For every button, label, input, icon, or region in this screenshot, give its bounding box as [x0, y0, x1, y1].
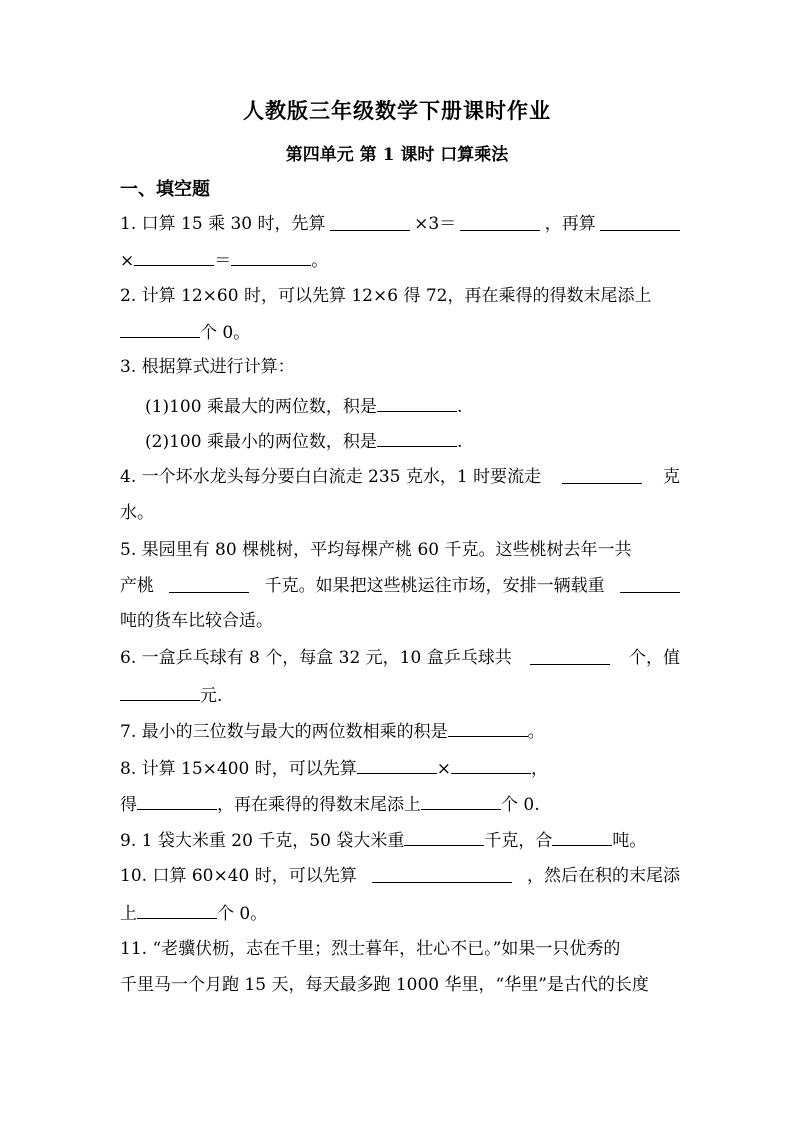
- question-4-line-1: [120, 465, 680, 489]
- q1-text-c: ，再算: [544, 214, 596, 234]
- q6-text-b: 个，值: [628, 648, 680, 668]
- q8-text-b: ×: [436, 759, 452, 779]
- q6-text-a: 6. 一盒乒乓球有 8 个，每盒 32 元，10 盒乒乓球共: [120, 648, 512, 668]
- q8-text-d: 得: [120, 795, 137, 815]
- question-1-line-2: [120, 247, 680, 273]
- question-8-line-2: [120, 791, 680, 817]
- q2-text-b: 个 0。: [200, 323, 251, 343]
- q10-text-a: 10. 口算 60×40 时，可以先算: [120, 866, 357, 886]
- q9-blank-2[interactable]: [552, 827, 612, 846]
- q3-sub2-text: (2)100 乘最小的两位数，积是: [145, 432, 377, 452]
- question-8-line-1: [120, 755, 680, 781]
- q1-text-f: 。: [311, 251, 329, 271]
- page-title: 人教版三年级数学下册课时作业: [243, 98, 551, 123]
- q3-blank-1[interactable]: [377, 393, 457, 412]
- q8-text-e: ，再在乘得的得数末尾添上: [217, 795, 421, 815]
- q3-blank-2[interactable]: [377, 428, 457, 447]
- question-1-line-1: [120, 212, 680, 236]
- q2-blank[interactable]: [120, 319, 200, 338]
- q8-blank-3[interactable]: [137, 791, 217, 810]
- q7-text-a: 7. 最小的三位数与最大的两位数相乘的积是: [120, 722, 448, 742]
- question-11-line-1: 11. “老骥伏枥，志在千里；烈士暮年，壮心不已。”如果一只优秀的: [120, 939, 621, 959]
- q9-text-c: 吨。: [612, 831, 647, 851]
- q4-text-b: 克: [662, 467, 680, 487]
- q3-sub1-end: .: [456, 397, 463, 417]
- question-10-line-1: [120, 864, 680, 888]
- q10-blank-1[interactable]: [372, 864, 512, 883]
- question-2-line-1: 2. 计算 12×60 时，可以先算 12×6 得 72，再在乘得的得数末尾添上: [120, 286, 652, 306]
- q4-blank[interactable]: [562, 465, 642, 484]
- q9-blank-1[interactable]: [404, 827, 484, 846]
- question-11-line-2: 千里马一个月跑 15 天，每天最多跑 1000 华里，“华里”是古代的长度: [120, 975, 649, 995]
- q10-text-d: 个 0。: [217, 904, 268, 924]
- q1-text-a: 1. 口算 15 乘 30 时，先算: [120, 214, 326, 234]
- q1-blank-2[interactable]: [460, 212, 540, 231]
- question-2-line-2: [120, 319, 680, 345]
- question-6-line-1: [120, 646, 680, 670]
- question-3-sub-2: [145, 428, 705, 454]
- question-10-line-2: [120, 900, 680, 926]
- q8-blank-2[interactable]: [451, 755, 531, 774]
- q8-text-c: ，: [531, 759, 549, 779]
- question-9-line-1: [120, 827, 680, 853]
- q10-blank-2[interactable]: [137, 900, 217, 919]
- q10-text-b: ，然后在积的末尾添: [526, 866, 680, 886]
- q5-blank-1[interactable]: [169, 574, 249, 593]
- q3-sub2-end: .: [456, 432, 463, 452]
- q7-blank[interactable]: [448, 718, 528, 737]
- question-7-line-1: [120, 718, 680, 744]
- question-5-line-1: 5. 果园里有 80 棵桃树，平均每棵产桃 60 千克。这些桃树去年一共: [120, 540, 632, 560]
- q1-text-e: ＝: [214, 251, 232, 271]
- q5-text-b: 产桃: [120, 576, 154, 596]
- question-6-line-2: [120, 682, 680, 708]
- question-5-line-2: [120, 574, 680, 598]
- q7-text-b: 。: [527, 722, 545, 742]
- q9-text-b: 千克，合: [484, 831, 553, 851]
- q6-blank-1[interactable]: [530, 646, 610, 665]
- q4-text-a: 4. 一个坏水龙头每分要白白流走 235 克水，1 时要流走: [120, 467, 542, 487]
- question-4-line-2: 水。: [120, 503, 154, 523]
- q1-blank-3[interactable]: [600, 212, 680, 231]
- q10-text-c: 上: [120, 904, 137, 924]
- q8-text-a: 8. 计算 15×400 时，可以先算: [120, 759, 357, 779]
- q5-blank-2[interactable]: [620, 574, 680, 593]
- q5-text-c: 千克。如果把这些桃运往市场，安排一辆载重: [264, 576, 605, 596]
- q1-blank-4[interactable]: [134, 247, 214, 266]
- q8-blank-4[interactable]: [421, 791, 501, 810]
- q1-blank-1[interactable]: [330, 212, 410, 231]
- q3-sub1-text: (1)100 乘最大的两位数，积是: [145, 397, 377, 417]
- question-5-line-3: 吨的货车比较合适。: [120, 611, 273, 631]
- page-subtitle: 第四单元 第 1 课时 口算乘法: [285, 145, 509, 165]
- question-3-line-1: 3. 根据算式进行计算：: [120, 357, 295, 377]
- q9-text-a: 9. 1 袋大米重 20 千克，50 袋大米重: [120, 831, 405, 851]
- q6-text-c: 元.: [200, 686, 223, 706]
- section-heading: 一、填空题: [120, 179, 210, 200]
- q8-text-f: 个 0.: [501, 795, 540, 815]
- q1-text-b: ×3＝: [414, 214, 457, 234]
- q1-text-d: ×: [120, 251, 135, 271]
- q1-blank-5[interactable]: [231, 247, 311, 266]
- question-3-sub-1: [145, 393, 705, 419]
- q6-blank-2[interactable]: [120, 682, 200, 701]
- q8-blank-1[interactable]: [357, 755, 437, 774]
